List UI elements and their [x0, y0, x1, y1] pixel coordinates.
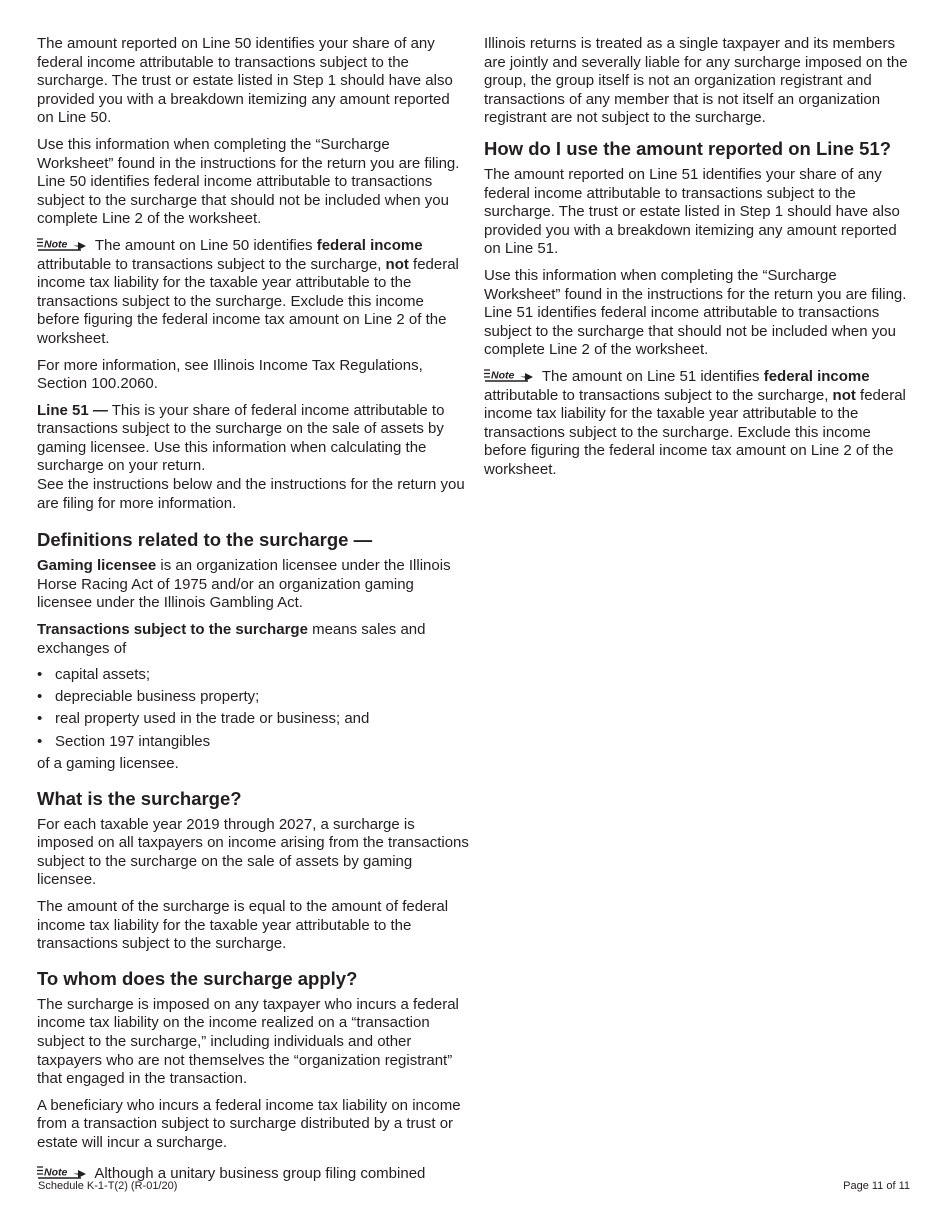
to-whom-heading: To whom does the surcharge apply? [37, 967, 358, 989]
note-icon [37, 238, 87, 251]
surcharge-amount-paragraph: The amount of the surcharge is equal to the amount of federal income tax liability for the taxable year attributable to the transactions subject to the surcharge. [37, 898, 449, 953]
transactions-definition: Transactions subject to the surcharge means sales and exchanges of [37, 621, 426, 657]
see-instructions: See the instructions below and the instructions for the return you are filing for more information. [37, 476, 465, 512]
unitary-group-note: Note Although a unitary business group filing combined [37, 1165, 469, 1184]
what-is-surcharge-heading: What is the surcharge? [37, 787, 242, 809]
list-item: • capital assets; [37, 666, 151, 684]
page-number: Page 11 of 11 [843, 1180, 910, 1192]
note-icon [484, 369, 534, 382]
right-column [484, 35, 916, 487]
unitary-group-continued: Illinois returns is treated as a single taxpayer and its members are jointly and severally liable for any surcharge imposed on the group, the group itself is not an organization registrant and transactions of any member that is not itself an organization registrant are not subject to the surcharge. [484, 35, 908, 127]
note-icon [37, 1166, 87, 1179]
line50-worksheet-paragraph: Use this information when completing the “Surcharge Worksheet” found in the instructions for the return you are filing. Line 50 identifies federal income attributable to transactions subject to the surcharge that should not be included when you complete Line 2 of the worksheet. [37, 135, 460, 228]
line51-note: Note The amount on Line 51 identifies federal income attributable to transactions subject to the surcharge, not federal income tax liability for the taxable year attributable to the transactions subject to the surcharge. Exclude this income before figuring the federal income tax amount on Line 2 of the worksheet. [484, 367, 906, 478]
line50-note: Note The amount on Line 50 identifies federal income attributable to transactions subject to the surcharge, not federal income tax liability for the taxable year attributable to the transactions subject to the surcharge. Exclude this income before figuring the federal income tax amount on Line 2 of the worksheet. [37, 236, 459, 347]
line51-heading: How do I use the amount reported on Line 51? [484, 137, 892, 159]
regulations-reference: For more information, see Illinois Income Tax Regulations, Section 100.2060. [37, 356, 423, 393]
line51-worksheet-paragraph: Use this information when completing the “Surcharge Worksheet” found in the instructions for the return you are filing. Line 51 identifies federal income attributable to transactions subject to the surcharge that should not be included when you complete Line 2 of the worksheet. [484, 266, 907, 359]
surcharge-years-paragraph: For each taxable year 2019 through 2027, a surcharge is imposed on all taxpayers on income arising from the transactions subject to the surcharge on the sale of assets by gaming licensee. [37, 815, 469, 889]
line51-paragraph: The amount reported on Line 51 identifies your share of any federal income attributable to transactions subject to the surcharge. The trust or estate listed in Step 1 should have also provided you with a breakdown itemizing any amount reported on Line 51. [484, 165, 900, 258]
left-column [37, 35, 469, 1191]
definitions-heading: Definitions related to the surcharge — [37, 529, 373, 551]
list-item: • depreciable business property; [37, 688, 260, 706]
line51-description: Line 51 — This is your share of federal income attributable to transactions subject to the surcharge on the sale of assets by gaming licensee. Use this information when calculating the surcharge on your return. [37, 401, 445, 475]
asset-type-list [37, 666, 469, 751]
line50-paragraph: The amount reported on Line 50 identifies your share of any federal income attributable to transactions subject to the surcharge. The trust or estate listed in Step 1 should have also provided you with a breakdown itemizing any amount reported on Line 50. [37, 35, 453, 127]
of-gaming-licensee: of a gaming licensee. [37, 755, 179, 773]
surcharge-applies-paragraph: The surcharge is imposed on any taxpayer who incurs a federal income tax liability on the income realized on a “transaction subject to the surcharge,” including individuals and other taxpayers who are not themselves the “organization registrant” that engaged in the transaction. [37, 995, 459, 1088]
beneficiary-paragraph: A beneficiary who incurs a federal income tax liability on income from a transaction subject to surcharge distributed by a trust or estate will incur a surcharge. [37, 1096, 461, 1151]
list-item: • Section 197 intangibles [37, 732, 211, 750]
form-identifier: Schedule K-1-T(2) (R-01/20) [38, 1180, 178, 1192]
svg-text:Note: Note [44, 1166, 68, 1179]
svg-text:Note: Note [44, 238, 68, 251]
list-item: • real property used in the trade or business; and [37, 710, 370, 728]
gaming-licensee-definition: Gaming licensee is an organization licensee under the Illinois Horse Racing Act of 1975 and/or an organization gaming licensee under the Illinois Gambling Act. [37, 557, 451, 612]
svg-text:Note: Note [491, 369, 515, 382]
